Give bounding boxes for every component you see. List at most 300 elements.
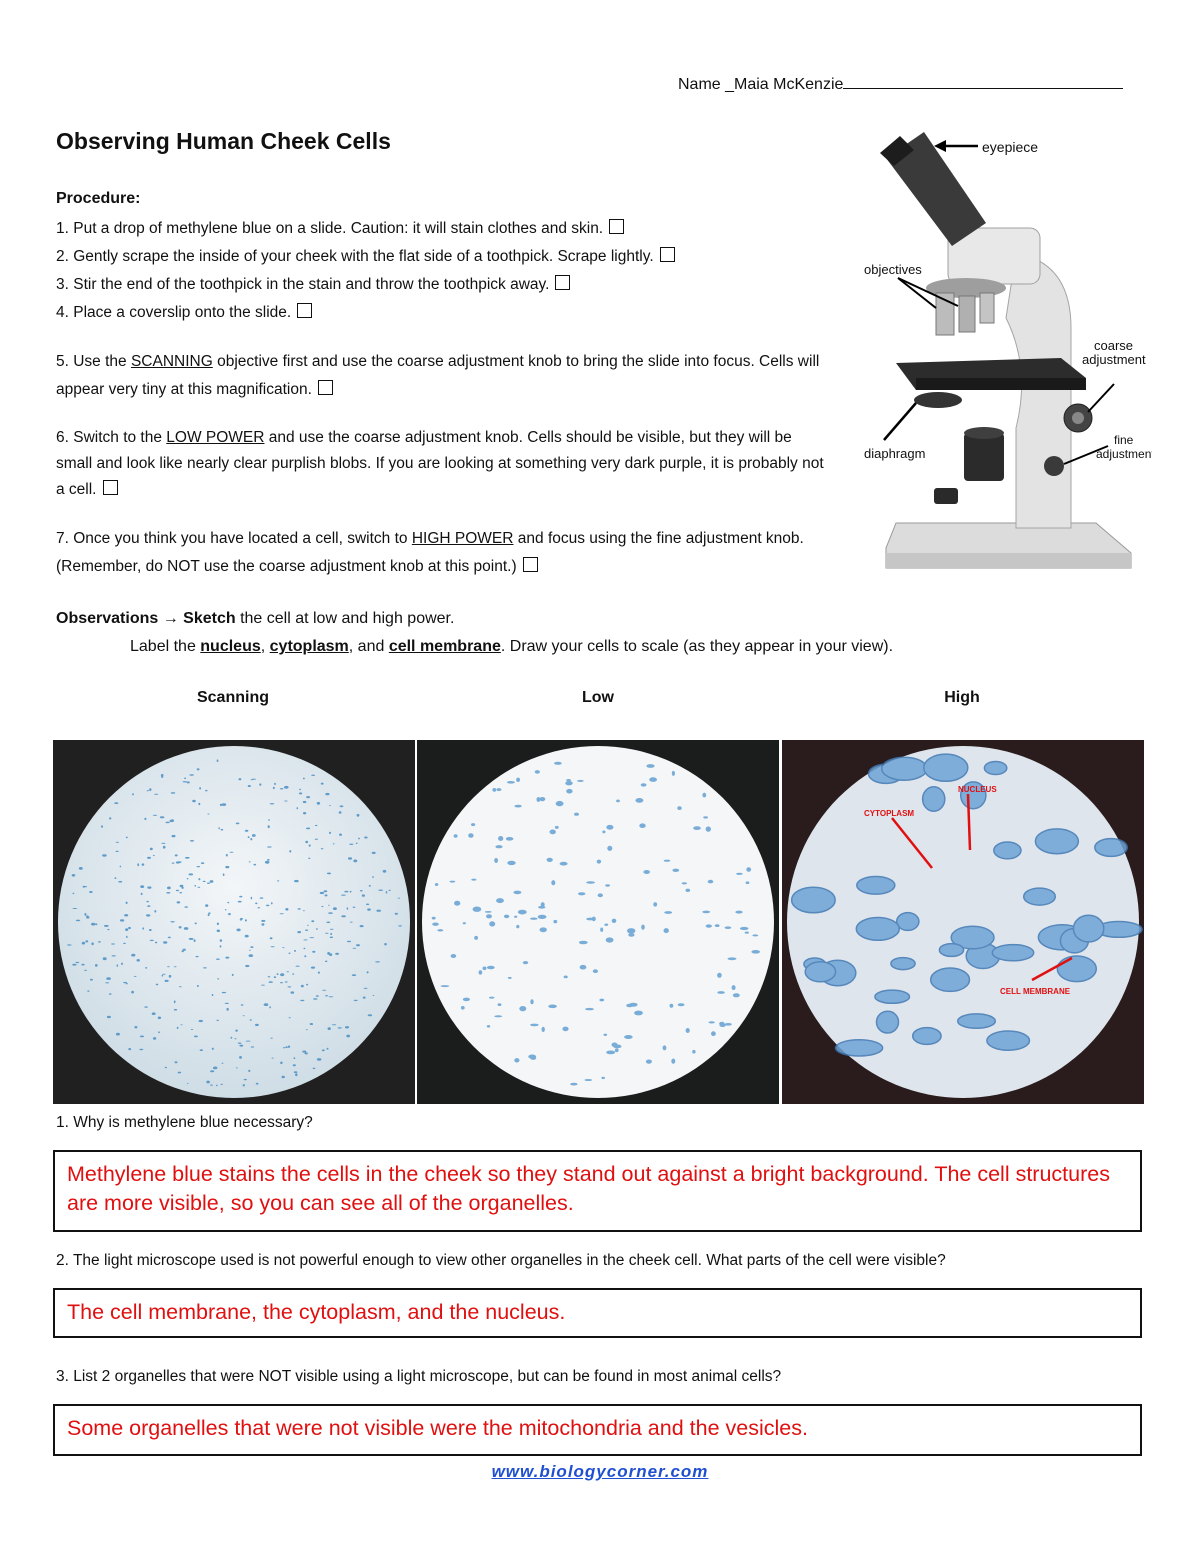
stained-cell (506, 837, 514, 841)
stained-cell (318, 972, 320, 974)
step-7-checkbox[interactable] (523, 557, 538, 572)
stained-cell (330, 933, 332, 935)
stained-cell (178, 1072, 182, 1074)
stained-cell (282, 1076, 285, 1078)
step-6-checkbox[interactable] (103, 480, 118, 495)
stained-cell (487, 1025, 490, 1028)
step-7 (56, 525, 826, 581)
stained-cell (1035, 829, 1078, 854)
step-3-text: 3. Stir the end of the toothpick in the stain and throw the toothpick away. (56, 276, 550, 293)
stained-cell (602, 831, 605, 834)
stained-cell (140, 885, 144, 888)
stained-cell (169, 975, 172, 978)
question-3: 3. List 2 organelles that were NOT visible using a light microscope, but can be found in most animal cells? (56, 1368, 782, 1385)
stained-cell (152, 1012, 156, 1015)
stained-cell (329, 832, 331, 834)
stained-cell (280, 973, 284, 976)
stained-cell (435, 883, 438, 886)
low-micrograph (417, 740, 779, 1104)
stained-cell (463, 922, 466, 924)
stained-cell (126, 983, 128, 984)
stained-cell (104, 925, 109, 927)
stained-cell (147, 857, 151, 859)
stained-cell (432, 917, 436, 920)
stained-cell (311, 920, 314, 922)
stained-cell (725, 926, 732, 929)
stained-cell (702, 793, 706, 798)
comma-1: , (260, 638, 270, 655)
stained-cell (249, 950, 251, 951)
stained-cell (717, 973, 722, 978)
stained-cell (162, 975, 164, 977)
stained-cell (189, 873, 194, 875)
stained-cell (208, 914, 210, 916)
stained-cell (369, 885, 371, 887)
stained-cell (126, 936, 128, 938)
stained-cell (735, 911, 742, 914)
stained-cell (137, 863, 139, 866)
stained-cell (205, 790, 207, 792)
stained-cell (293, 1064, 296, 1066)
stained-cell (128, 927, 131, 929)
stained-cell (85, 940, 88, 942)
stained-cell (1057, 956, 1096, 982)
stained-cell (163, 941, 167, 943)
stained-cell (280, 788, 284, 789)
step-5-checkbox[interactable] (318, 380, 333, 395)
stained-cell (507, 781, 515, 784)
stained-cell (106, 977, 111, 980)
stained-cell (291, 991, 295, 993)
stained-cell (432, 923, 439, 926)
stained-cell (358, 838, 360, 840)
stained-cell (924, 754, 968, 781)
stained-cell (87, 990, 89, 991)
answer-3-text: Some organelles that were not visible were the mitochondria and the vesicles. (67, 1416, 808, 1440)
step-6-underlined: LOW POWER (166, 429, 265, 446)
stained-cell (116, 1033, 120, 1036)
answer-2-box[interactable] (53, 1288, 1142, 1338)
stained-cell (196, 956, 199, 957)
stained-cell (194, 885, 196, 887)
stained-cell (303, 778, 305, 780)
nucleus-term: nucleus (200, 638, 261, 655)
stained-cell (498, 836, 503, 841)
stained-cell (240, 918, 243, 920)
stained-cell (923, 787, 945, 811)
stained-cell (653, 902, 657, 906)
stained-cell (338, 1027, 342, 1028)
stained-cell (360, 925, 364, 927)
stained-cell (120, 919, 124, 921)
stained-cell (489, 997, 494, 999)
stained-cell (931, 968, 970, 991)
stained-cell (616, 800, 620, 803)
stained-cell (165, 1067, 167, 1068)
stained-cell (577, 780, 584, 782)
stained-cell (367, 971, 369, 973)
stained-cell (518, 910, 527, 915)
stained-cell (538, 915, 547, 919)
stained-cell (376, 910, 381, 912)
stained-cell (682, 882, 687, 884)
stained-cell (220, 945, 222, 947)
microscope-diagram (856, 128, 1152, 588)
footer-link[interactable]: www.biologycorner.com (491, 1462, 709, 1481)
cell-membrane-label: CELL MEMBRANE (1000, 987, 1071, 996)
stained-cell (325, 933, 329, 934)
stained-cell (309, 844, 311, 846)
stained-cell (105, 982, 109, 983)
stained-cell (235, 1038, 237, 1039)
stained-cell (187, 781, 190, 783)
stained-cell (313, 1068, 316, 1069)
stained-cell (597, 860, 601, 864)
stained-cell (528, 1055, 536, 1059)
stained-cell (578, 892, 585, 895)
stained-cell (486, 914, 492, 918)
stained-cell (182, 950, 184, 952)
stained-cell (554, 762, 562, 765)
stained-cell (329, 996, 334, 997)
stained-cell (483, 967, 487, 971)
stained-cell (222, 992, 226, 993)
stained-cell (305, 841, 308, 843)
stained-cell (746, 881, 750, 884)
stained-cell (474, 936, 478, 940)
stained-cell (184, 927, 189, 930)
stained-cell (325, 894, 328, 896)
stained-cell (171, 792, 176, 794)
stained-cell (140, 1036, 144, 1038)
stained-cell (190, 840, 194, 842)
stained-cell (153, 815, 157, 816)
stained-cell (196, 866, 200, 867)
scanning-view (53, 740, 415, 1104)
stained-cell (201, 862, 204, 864)
step-6 (56, 425, 826, 503)
stained-cell (643, 870, 650, 874)
answer-3-box[interactable] (53, 1404, 1142, 1456)
stained-cell (628, 933, 634, 937)
stained-cell (364, 837, 367, 839)
stained-cell (149, 788, 151, 791)
stained-cell (310, 1023, 313, 1025)
stained-cell (388, 890, 390, 891)
stained-cell (220, 939, 222, 942)
stained-cell (192, 800, 196, 803)
stained-cell (76, 920, 80, 922)
stained-cell (137, 959, 140, 962)
stained-cell (285, 908, 288, 911)
stained-cell (550, 830, 556, 835)
step-2-checkbox[interactable] (660, 247, 675, 262)
stained-cell (514, 916, 517, 918)
stained-cell (165, 980, 169, 982)
stained-cell (245, 965, 249, 967)
stained-cell (179, 926, 182, 928)
stained-cell (170, 819, 174, 820)
stained-cell (226, 1008, 228, 1011)
fine-adjustment-label: adjustment (1096, 447, 1152, 461)
stained-cell (586, 881, 595, 884)
stained-cell (241, 1004, 244, 1005)
stained-cell (353, 860, 357, 863)
stained-cell (348, 857, 352, 859)
stained-cell (555, 826, 559, 829)
stained-cell (223, 873, 225, 876)
stained-cell (184, 778, 186, 780)
stained-cell (306, 984, 308, 986)
stained-cell (663, 1045, 667, 1050)
step-5-text-a: 5. Use the (56, 353, 131, 370)
stained-cell (992, 945, 1033, 961)
stained-cell (347, 941, 351, 942)
stained-cell (311, 775, 315, 776)
coarse-label: coarse (1094, 338, 1134, 353)
stained-cell (153, 855, 155, 856)
stained-cell (357, 814, 360, 817)
stained-cell (181, 887, 183, 889)
stained-cell (239, 1045, 243, 1047)
stained-cell (584, 1079, 592, 1081)
stained-cell (207, 883, 210, 884)
stained-cell (221, 829, 224, 831)
stained-cell (101, 825, 103, 828)
stained-cell (289, 1017, 291, 1018)
stained-cell (805, 962, 835, 982)
stained-cell (125, 928, 128, 931)
stained-cell (495, 845, 502, 848)
stained-cell (225, 909, 227, 910)
stained-cell (289, 850, 291, 853)
stained-cell (607, 846, 612, 851)
low-view (417, 740, 779, 1104)
stained-cell (671, 1059, 675, 1064)
stained-cell (150, 940, 154, 941)
stained-cell (473, 907, 482, 912)
stained-cell (216, 1020, 219, 1021)
stained-cell (198, 803, 200, 805)
stained-cell (303, 801, 307, 803)
stained-cell (252, 834, 256, 837)
stained-cell (792, 887, 836, 913)
stained-cell (356, 843, 358, 844)
stained-cell (322, 990, 326, 991)
stained-cell (189, 774, 194, 775)
stained-cell (368, 1014, 372, 1016)
stained-cell (678, 1003, 685, 1006)
stained-cell (344, 891, 348, 893)
sketch-word: Sketch (183, 610, 236, 627)
stained-cell (123, 982, 127, 983)
stained-cell (612, 919, 617, 923)
answer-1-box[interactable] (53, 1150, 1142, 1232)
stained-cell (330, 929, 334, 930)
stained-cell (189, 938, 194, 940)
stained-cell (203, 881, 206, 882)
stained-cell (601, 1077, 605, 1079)
stained-cell (328, 912, 333, 914)
stained-cell (326, 922, 330, 924)
stained-cell (256, 1083, 259, 1085)
stained-cell (719, 1022, 724, 1026)
step-4-checkbox[interactable] (297, 303, 312, 318)
stained-cell (95, 923, 97, 925)
stained-cell (109, 993, 112, 994)
stained-cell (131, 954, 135, 957)
diaphragm-label: diaphragm (864, 446, 926, 461)
stained-cell (174, 1000, 176, 1003)
name-label: Name _Maia McKenzie (678, 76, 844, 93)
stained-cell (686, 1028, 690, 1033)
stained-cell (329, 805, 331, 806)
stained-cell (268, 825, 270, 828)
stained-cell (269, 1006, 271, 1008)
stained-cell (158, 1017, 161, 1020)
step-4-text: 4. Place a coverslip onto the slide. (56, 304, 292, 321)
stained-cell (213, 1067, 217, 1070)
stained-cell (598, 893, 603, 897)
observations-instructions (130, 638, 893, 656)
stained-cell (126, 902, 128, 905)
stained-cell (320, 892, 324, 894)
stained-cell (238, 901, 242, 903)
stained-cell (363, 997, 366, 999)
stained-cell (494, 858, 498, 863)
stained-cell (339, 834, 342, 836)
stained-cell (315, 825, 318, 826)
stained-cell (604, 1034, 608, 1036)
stained-cell (321, 848, 324, 849)
stained-cell (191, 1029, 193, 1030)
stained-cell (270, 803, 274, 804)
stained-cell (398, 925, 402, 926)
stained-cell (217, 923, 219, 926)
stained-cell (222, 1063, 224, 1064)
stained-cell (345, 1026, 349, 1028)
stained-cell (732, 985, 736, 990)
label-the-text: Label the (130, 638, 201, 655)
stained-cell (181, 1024, 183, 1025)
stained-cell (172, 863, 175, 864)
stained-cell (709, 1021, 715, 1023)
stained-cell (250, 946, 253, 948)
stained-cell (72, 874, 76, 877)
stained-cell (175, 1061, 178, 1063)
stained-cell (579, 941, 588, 944)
stained-cell (711, 1031, 716, 1036)
step-5 (56, 348, 826, 404)
stained-cell (243, 1084, 245, 1086)
stained-cell (994, 842, 1021, 859)
stained-cell (305, 1052, 308, 1054)
stained-cell (222, 803, 227, 806)
stained-cell (649, 777, 657, 782)
stained-cell (253, 864, 256, 866)
stained-cell (183, 781, 187, 782)
stained-cell (308, 858, 310, 859)
stained-cell (280, 1062, 282, 1065)
stained-cell (177, 1027, 179, 1029)
stained-cell (237, 929, 241, 932)
stained-cell (146, 901, 149, 902)
stained-cell (372, 852, 376, 854)
stained-cell (267, 859, 270, 861)
stained-cell (384, 943, 387, 945)
column-scanning: Scanning (196, 689, 269, 706)
stained-cell (154, 794, 158, 795)
stained-cell (686, 889, 691, 892)
stained-cell (574, 813, 579, 816)
stained-cell (112, 955, 116, 956)
stained-cell (551, 880, 555, 885)
stained-cell (514, 805, 521, 808)
stained-cell (255, 1024, 259, 1026)
stained-cell (454, 901, 460, 906)
observations-heading (56, 610, 454, 628)
stained-cell (82, 942, 85, 945)
stained-cell (221, 1084, 223, 1085)
stained-cell (556, 801, 564, 806)
stained-cell (542, 1027, 545, 1032)
stained-cell (210, 1085, 213, 1086)
stained-cell (230, 852, 234, 853)
stained-cell (328, 1027, 331, 1030)
stained-cell (131, 991, 134, 994)
stained-cell (134, 1026, 137, 1028)
stained-cell (231, 1037, 233, 1039)
stained-cell (523, 961, 528, 964)
step-3-checkbox[interactable] (555, 275, 570, 290)
stained-cell (294, 950, 296, 952)
step-1-checkbox[interactable] (609, 219, 624, 234)
stained-cell (160, 816, 165, 818)
stained-cell (540, 797, 546, 801)
stained-cell (913, 1028, 941, 1045)
stained-cell (270, 1038, 273, 1039)
stained-cell (277, 973, 279, 975)
stained-cell (147, 905, 150, 907)
stained-cell (283, 1047, 285, 1048)
stained-cell (530, 999, 533, 1004)
stained-cell (580, 965, 587, 970)
stained-cell (507, 861, 515, 865)
stained-cell (325, 793, 329, 795)
stained-cell (95, 964, 98, 967)
stained-cell (328, 905, 330, 906)
stained-cell (79, 867, 83, 870)
stained-cell (312, 951, 315, 953)
stained-cell (335, 953, 339, 955)
stained-cell (128, 1048, 131, 1050)
stained-cell (266, 905, 270, 907)
stained-cell (566, 789, 572, 794)
stained-cell (564, 976, 568, 979)
stained-cell (496, 788, 501, 791)
stained-cell (149, 929, 152, 931)
stained-cell (177, 901, 181, 903)
stained-cell (891, 958, 915, 970)
stained-cell (285, 1046, 287, 1048)
stained-cell (248, 836, 250, 838)
stained-cell (639, 823, 645, 828)
stained-cell (882, 757, 927, 780)
stained-cell (327, 952, 330, 955)
nucleus-label: NUCLEUS (958, 785, 997, 794)
stained-cell (269, 981, 273, 983)
stained-cell (90, 979, 93, 981)
